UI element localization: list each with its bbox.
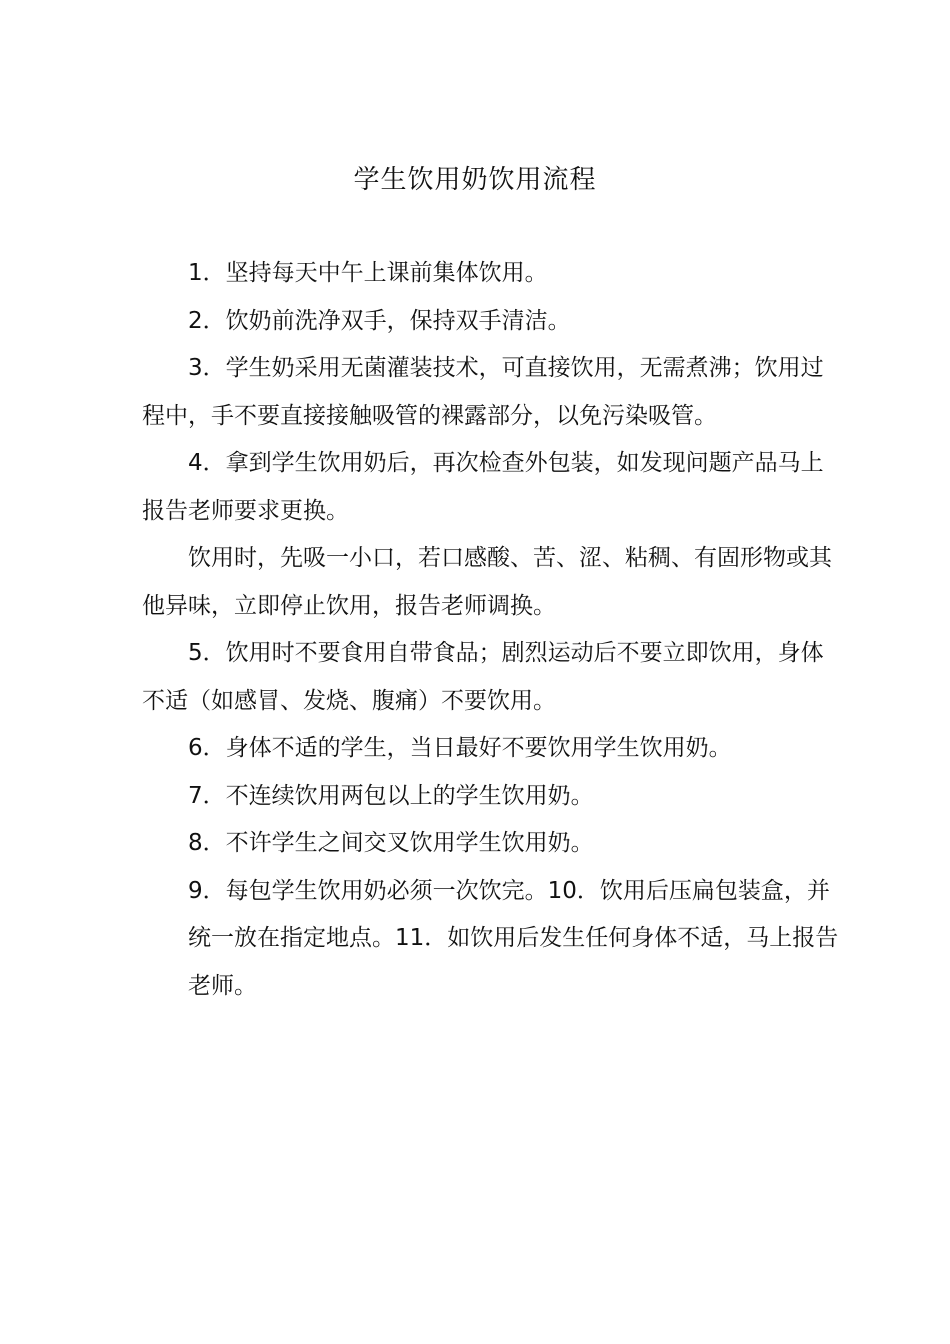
paragraph-7: 7．不连续饮用两包以上的学生饮用奶。 bbox=[188, 782, 594, 809]
paragraph-5: 5．饮用时不要食用自带食品；剧烈运动后不要立即饮用，身体不适（如感冒、发烧、腹痛）不要饮用。 bbox=[142, 640, 824, 714]
paragraph-4-note: 饮用时，先吸一小口，若口感酸、苦、涩、粘稠、有固形物或其他异味，立即停止饮用，报告老师调换。 bbox=[142, 545, 832, 619]
document-body bbox=[142, 250, 842, 1010]
paragraph-3: 3．学生奶采用无菌灌装技术，可直接饮用，无需煮沸；饮用过程中，手不要直接接触吸管的裸露部分，以免污染吸管。 bbox=[142, 355, 824, 429]
paragraph-9-11: 9．每包学生饮用奶必须一次饮完。10．饮用后压扁包装盒，并统一放在指定地点。11．如饮用后发生任何身体不适，马上报告老师。 bbox=[188, 877, 839, 999]
paragraph-4: 4．拿到学生饮用奶后，再次检查外包装，如发现问题产品马上报告老师要求更换。 bbox=[142, 450, 824, 524]
document-title: 学生饮用奶饮用流程 bbox=[353, 165, 597, 195]
paragraph-1: 1．坚持每天中午上课前集体饮用。 bbox=[188, 260, 548, 286]
paragraph-8: 8．不许学生之间交叉饮用学生饮用奶。 bbox=[188, 830, 594, 856]
paragraph-2: 2．饮奶前洗净双手，保持双手清洁。 bbox=[188, 307, 571, 334]
paragraph-6: 6．身体不适的学生，当日最好不要饮用学生饮用奶。 bbox=[188, 735, 732, 761]
